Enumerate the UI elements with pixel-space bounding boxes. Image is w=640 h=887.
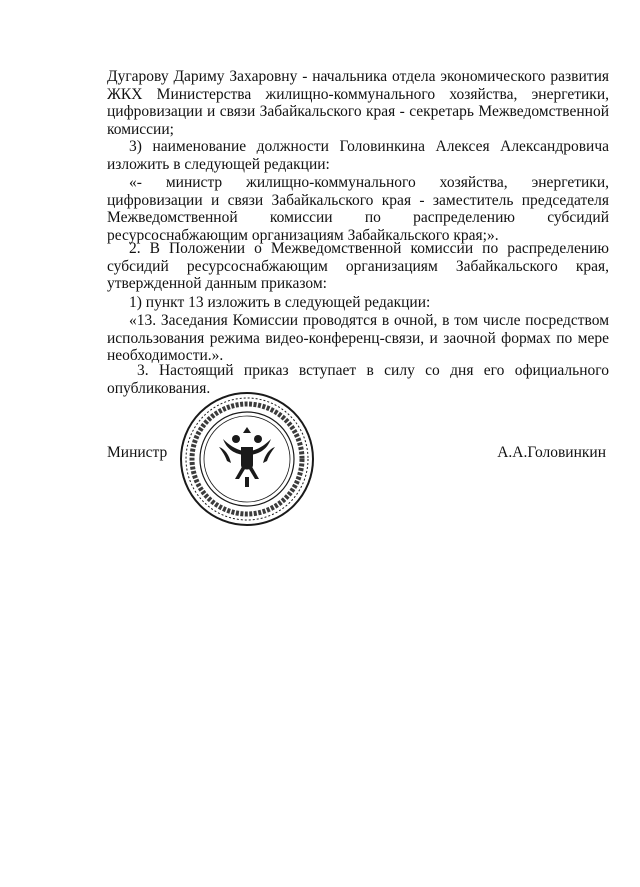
signer-title: Министр — [107, 444, 168, 461]
paragraph-point-13: 1) пункт 13 изложить в следующей редакции: — [129, 294, 431, 311]
signer-name: А.А.Головинкин — [497, 444, 606, 461]
paragraph-secretary: Дугарову Дариму Захаровну - начальника отдела экономического развития ЖКХ Министерства жилищно-коммунального хозяйства, энергетики, цифровизации и связи Забайкальского края - секретарь Межведомственной комиссии; — [107, 68, 609, 138]
official-seal — [179, 391, 315, 527]
double-headed-eagle-emblem — [219, 427, 275, 487]
paragraph-section-2: 2. В Положении о Межведомственной комиссии по распределению субсидий ресурсоснабжающим организациям Забайкальского края, утвержденной данным приказом: — [107, 240, 609, 293]
paragraph-section-3: 3. Настоящий приказ вступает в силу со дня его официального опубликования. — [107, 362, 609, 397]
paragraph-quote-deputy: «- министр жилищно-коммунального хозяйства, энергетики, цифровизации и связи Забайкальского края - заместитель председателя Межведомственной комиссии по распределению субсидий ресурсоснабжающим организациям Забайкальского края;». — [107, 174, 609, 244]
paragraph-quote-13: «13. Заседания Комиссии проводятся в очной, в том числе посредством использования режима видео-конференц-связи, и заочной формах по мере необходимости.». — [107, 312, 609, 365]
paragraph-item-3: 3) наименование должности Головинкина Алексея Александровича изложить в следующей редакции: — [107, 138, 609, 173]
